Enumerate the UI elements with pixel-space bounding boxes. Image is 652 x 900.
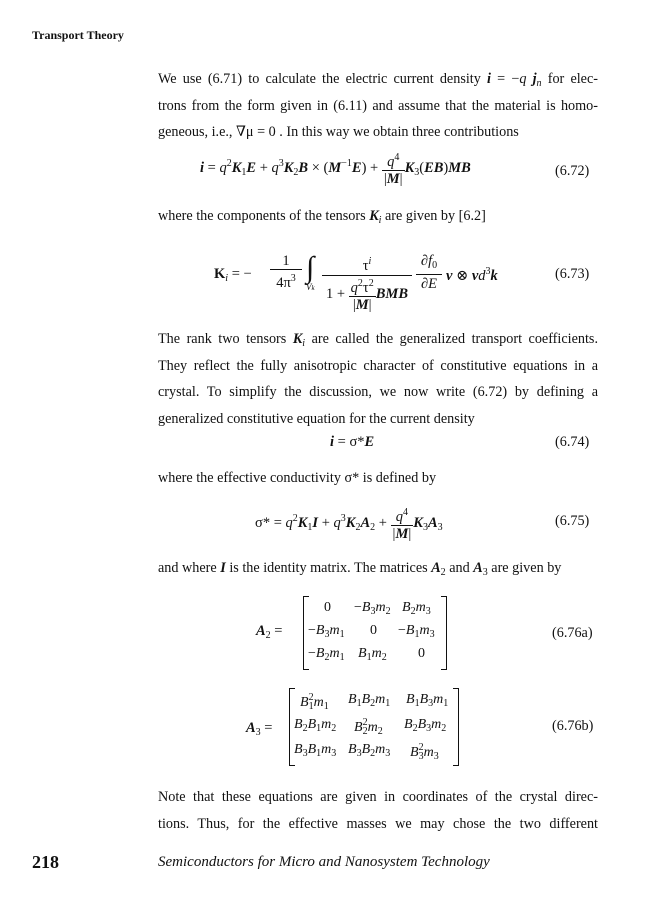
equation-number-6-73: (6.73) bbox=[555, 266, 590, 282]
equation-6-72: $i = q^2K_1E + q^3K_2B \times (M^{-1}E)$ + $\frac{q^4}{|M|}$ $K_3(EB)MB$ bbox=[200, 152, 471, 187]
paragraph-2: where the components of the tensors $K_i$ are given by [6.2] bbox=[158, 208, 486, 226]
math-grad-mu: ∇μ = 0 bbox=[236, 124, 276, 140]
equation-6-73: $K_i$ = − 1 $4\pi^3$ ∫ Vk $\tau^i$ 1 + $\frac{q^2\tau^2}{|M|}$ BMB $\partial f_0$ ∂E v ⊗ $vd^3k$ bbox=[214, 251, 498, 313]
equation-6-75: $\sigma* = q^2K_1I + q^3K_2A_2$ + $\frac{q^4}{|M|}$ $K_3A_3$ bbox=[255, 507, 443, 542]
equation-number-6-76a: (6.76a) bbox=[552, 625, 593, 641]
matrix-label-a2: $A_2$ = bbox=[256, 623, 283, 641]
matrix-a3: $B^2_1m_1$ $B_1B_2m_1$ $B_1B_3m_1$ $B_2B_1m_2$ $B^2_2m_2$ $B_2B_3m_2$ $B_3B_1m_3$ $B_3B_2m_3$ $B^2_3m_3$ bbox=[289, 689, 459, 765]
equation-number-6-76b: (6.76b) bbox=[552, 718, 594, 734]
paragraph-6: Note that these equations are given in coordinates of the crystal direc- tions. Thus, for the effective masses we may chose the two different bbox=[158, 789, 598, 832]
equation-number-6-74: (6.74) bbox=[555, 434, 590, 450]
paragraph-5: and where I is the identity matrix. The matrices $A_2$ and $A_3$ are given by bbox=[158, 560, 562, 578]
matrix-a2: 0 $-B_3m_2$ $B_2m_3$ $-B_3m_1$ 0 $-B_1m_3$ $-B_2m_1$ $B_1m_2$ 0 bbox=[303, 597, 447, 669]
equation-number-6-72: (6.72) bbox=[555, 163, 590, 179]
math-current-density: i = −q $j_n$ bbox=[487, 71, 542, 89]
equation-number-6-75: (6.75) bbox=[555, 513, 590, 529]
page-number: 218 bbox=[32, 852, 59, 872]
paragraph-3: The rank two tensors $K_i$ are called the generalized transport coefficients. They reflect the fully anisotropic character of constitutive equations in a crystal. To simplify the discussion, we now write (6.72) by defining a generalized constitutive equation for the current density bbox=[158, 331, 598, 427]
paragraph-1: We use (6.71) to calculate the electric current density i = −q $j_n$ for elec- trons from the form given in (6.11) and assume that the material is homo- geneous, i.e., ∇μ = 0 . In this way we obtain three contributions bbox=[158, 71, 599, 140]
book-title: Semiconductors for Micro and Nanosystem Technology bbox=[158, 854, 490, 870]
equation-6-74: i = σ*E bbox=[330, 434, 375, 450]
running-header: Transport Theory bbox=[32, 28, 124, 42]
paragraph-4: where the effective conductivity σ* is defined by bbox=[158, 470, 437, 486]
matrix-label-a3: $A_3$ = bbox=[246, 720, 273, 738]
